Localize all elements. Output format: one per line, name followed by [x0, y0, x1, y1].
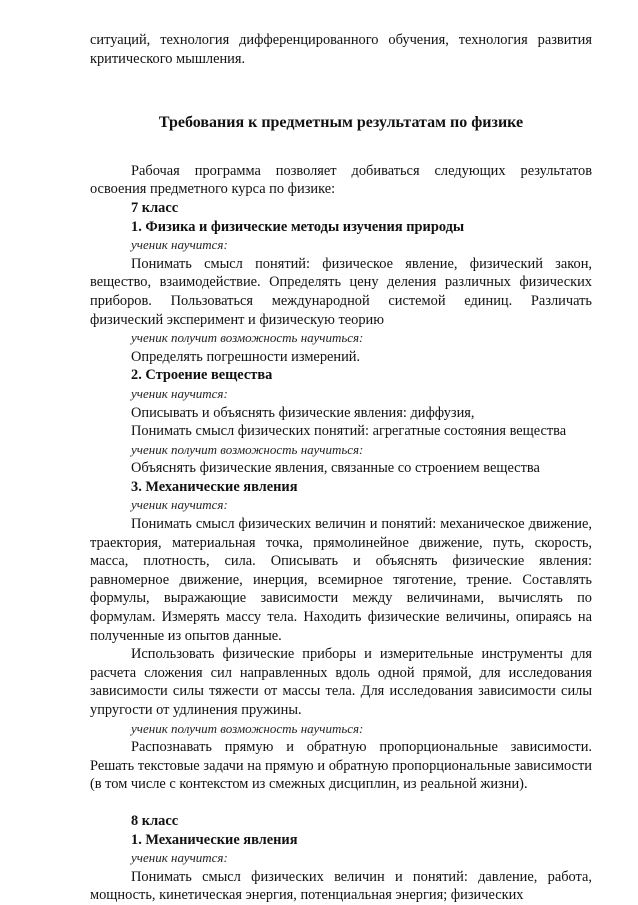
grade7-topic1-can-text: Определять погрешности измерений. — [131, 348, 361, 365]
grade8-topic1-learns-label: ученик научится: — [131, 850, 228, 866]
grade7-topic1-heading: 1. Физика и физические методы изучения природы — [131, 218, 465, 235]
grade7-topic2-learns-label: ученик научится: — [131, 385, 228, 401]
grade7-topic2-can-label: ученик получит возможность научиться: — [131, 441, 364, 457]
grade8-topic1-learns-text: Понимать смысл физических величин и понятий: давление, работа, мощность, кинетическая энергия, потенциальная энергия; физических — [90, 868, 592, 904]
grade7-topic1-can-label: ученик получит возможность научиться: — [131, 330, 364, 346]
grade7-topic3-can-text: Распознавать прямую и обратную пропорциональные зависимости. Решать текстовые задачи на прямую и обратную пропорциональные зависимости (в том числе с контекстом из смежных дисциплин, из реальной жизни). — [90, 739, 592, 793]
grade7-topic3-learns-text1: Понимать смысл физических величин и понятий: механическое движение, траектория, материальная точка, прямолинейное движение, путь, скорость, масса, плотность, сила. Описывать и объяснять физические явления: равномерное движение, инерция, всемирное тяготение, трение. Составлять формулы, выражающие зависимости между величинами, вычислять по формулам. Измерять массу тела. Находить физические величины, опираясь на полученные из опытов данные. — [90, 516, 592, 644]
grade7-topic3-learns-text2: Использовать физические приборы и измерительные инструменты для расчета сложения сил направленных вдоль одной прямой, для исследования зависимости силы тяжести от массы тела. Для исследования зависимости силы упругости от удлинения пружины. — [90, 646, 592, 718]
grade8-label: 8 класс — [131, 812, 179, 829]
grade7-label: 7 класс — [131, 199, 179, 216]
grade8-topic1-heading: 1. Механические явления — [131, 831, 298, 848]
intro-tail-paragraph: ситуаций, технология дифференцированного обучения, технология развития критического мышления. — [90, 32, 592, 67]
grade7-topic2-can-text: Объяснять физические явления, связанные со строением вещества — [131, 460, 540, 477]
grade7-topic2-heading: 2. Строение вещества — [131, 367, 273, 384]
grade7-topic2-learns-line2: Понимать смысл физических понятий: агрегатные состояния вещества — [131, 423, 567, 440]
grade7-topic2-learns-line1: Описывать и объяснять физические явления: диффузия, — [131, 404, 475, 421]
grade7-topic1-learns-label: ученик научится: — [131, 237, 228, 253]
grade7-topic3-learns-label: ученик научится: — [131, 497, 228, 513]
grade7-topic3-can-label: ученик получит возможность научиться: — [131, 720, 364, 736]
text-column — [90, 31, 592, 905]
grade7-topic1-learns-text: Понимать смысл понятий: физическое явление, физический закон, вещество, взаимодействие. Определять цену деления различных физических приборов. Пользоваться международной системой единиц. Различать физический эксперимент и физическую теорию — [90, 255, 592, 328]
section-title: Требования к предметным результатам по физике — [158, 114, 524, 132]
spacer — [90, 794, 592, 812]
grade7-topic3-heading: 3. Механические явления — [131, 478, 298, 495]
lead-paragraph: Рабочая программа позволяет добиваться следующих результатов освоения предметного курса по физике: — [90, 162, 592, 198]
